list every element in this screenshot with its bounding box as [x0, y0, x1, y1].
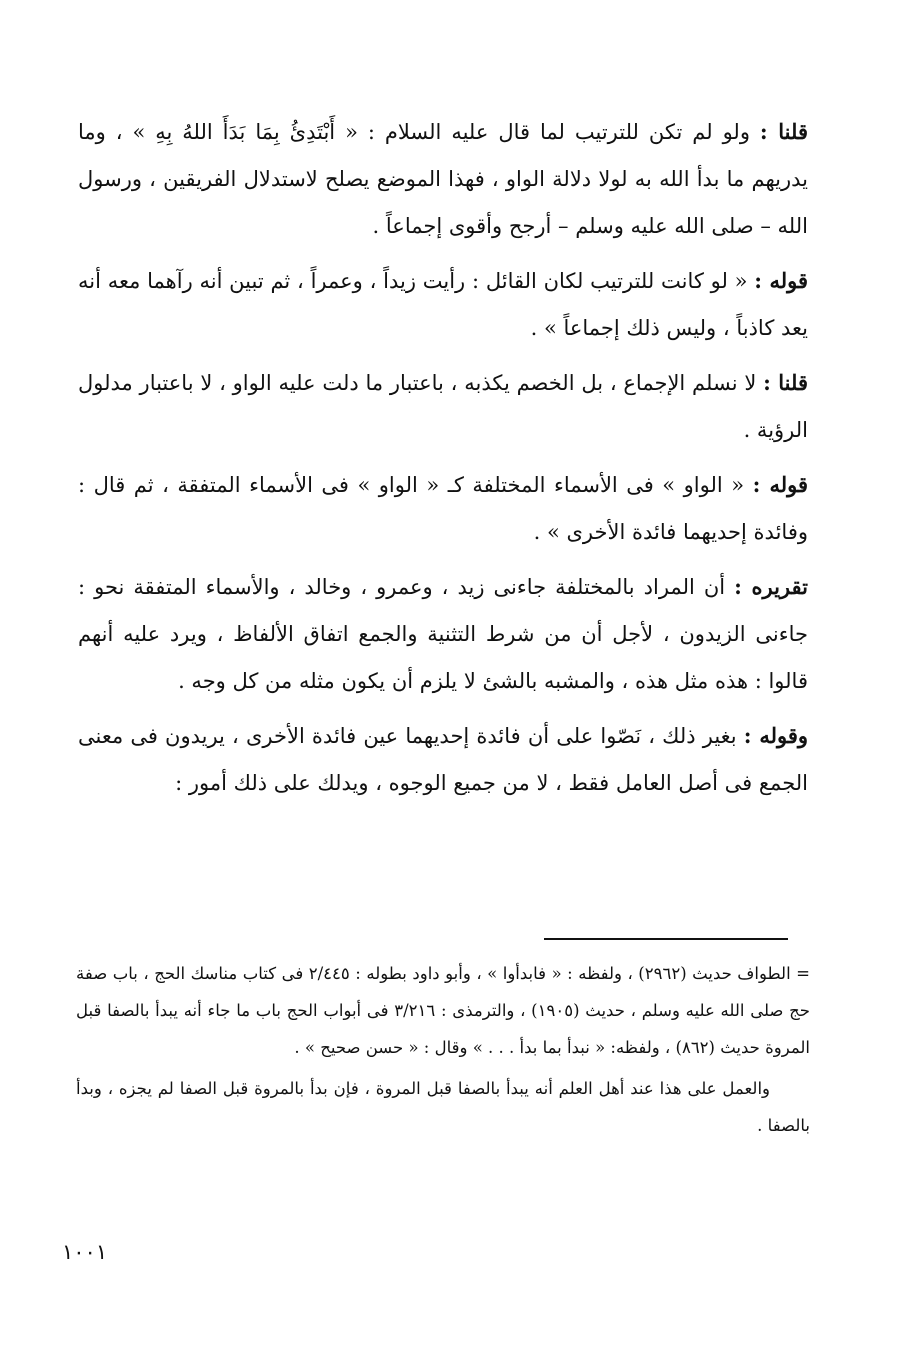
paragraph-lead: قوله : — [754, 268, 808, 293]
paragraph-text: « لو كانت للترتيب لكان القائل : رأيت زيداً ، وعمراً ، ثم تبين أنه رآهما معه أنه يعد كاذباً ، وليس ذلك إجماعاً » . — [78, 269, 808, 340]
paragraph-3 — [78, 359, 808, 454]
paragraph-text: بغير ذلك ، نَصّوا على أن فائدة إحديهما عين فائدة الأخرى ، يريدون فى معنى الجمع فى أصل العامل فقط ، لا من جميع الوجوه ، ويدلك على ذلك أمور : — [78, 724, 808, 795]
paragraph-lead: قوله : — [752, 472, 809, 497]
page-number: ١٠٠١ — [62, 1240, 108, 1264]
paragraph-lead: تقريره : — [734, 574, 808, 599]
paragraph-text: « الواو » فى الأسماء المختلفة كـ « الواو » فى الأسماء المتفقة ، ثم قال : وفائدة إحديهما فائدة الأخرى » . — [78, 473, 808, 544]
main-text-body — [78, 108, 808, 814]
paragraph-lead: وقوله : — [743, 723, 809, 748]
paragraph-4 — [78, 461, 808, 556]
footnote-paragraph-2: والعمل على هذا عند أهل العلم أنه يبدأ بالصفا قبل المروة ، فإن بدأ بالمروة قبل الصفا لم يجزه ، وبدأ بالصفا . — [76, 1079, 810, 1135]
footnote-paragraph-1: = الطواف حديث (٢٩٦٢) ، ولفظه : « فابدأوا » ، وأبو داود بطوله : ٢/٤٤٥ فى كتاب مناسك الحج ، باب صفة حج صلى الله عليه وسلم ، حديث (١٩٠٥) ، والترمذى : ٣/٢١٦ فى أبواب الحج باب ما جاء أنه يبدأ بالصفا قبل المروة حديث (٨٦٢) ، ولفظه: « نبدأ بما بدأ . . . » وقال : « حسن صحيح » . — [76, 964, 811, 1057]
paragraph-lead: قلنا : — [759, 119, 808, 144]
paragraph-2 — [78, 257, 808, 352]
paragraph-lead: قلنا : — [763, 370, 808, 395]
paragraph-1 — [78, 108, 808, 250]
paragraph-text: ولو لم تكن للترتيب لما قال عليه السلام : « أَبْتَدِئُ بِمَا بَدَأَ اللهُ بِهِ » ، وما يدريهم ما بدأ الله به لولا دلالة الواو ، فهذا الموضع يصلح لاستدلال الفريقين ، ورسول الله – صلى الله عليه وسلم – أرجح وأقوى إجماعاً . — [78, 120, 808, 238]
paragraph-6 — [78, 712, 808, 807]
footnotes — [76, 955, 810, 1148]
paragraph-text: أن المراد بالمختلفة جاءنى زيد ، وعمرو ، وخالد ، والأسماء المتفقة نحو : جاءنى الزيدون ، لأجل أن من شرط التثنية والجمع اتفاق الألفاظ ، ويرد عليه أنهم قالوا : هذه مثل هذه ، والمشبه بالشئ لا يلزم أن يكون مثله من كل وجه . — [78, 575, 808, 693]
footnote-divider — [544, 938, 788, 940]
paragraph-text: لا نسلم الإجماع ، بل الخصم يكذبه ، باعتبار ما دلت عليه الواو ، لا باعتبار مدلول الرؤية . — [78, 371, 808, 442]
paragraph-5 — [78, 563, 808, 705]
